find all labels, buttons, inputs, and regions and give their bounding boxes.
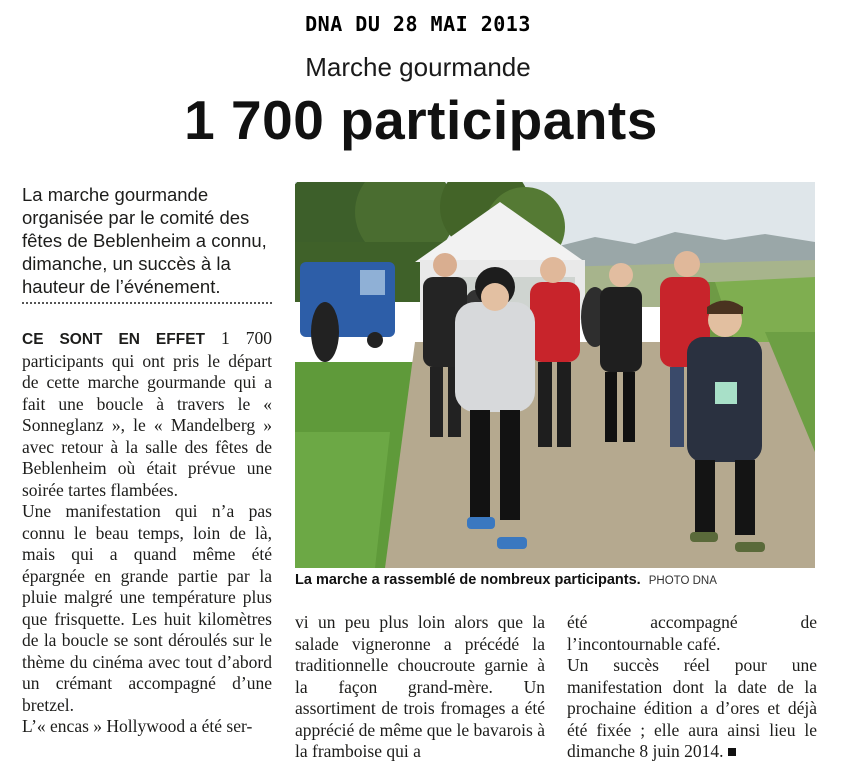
body-paragraph-2: Une manifestation qui n’a pas connu le beau temps, loin de là, mais qui a quand même été épargnée en grande partie par la pluie malgré une température plus que frisquette. Les huit kilomètres de la boucle se sont déroulés sur le thème du cinéma avec tout d’abord un crémant accompagné d’une bretzel. — [22, 501, 272, 715]
body-column-3 — [567, 612, 817, 763]
body-paragraph-3-start: L’« encas » Hollywood a été ser- — [22, 716, 253, 736]
source-date: DNA DU 28 MAI 2013 — [305, 12, 531, 36]
article-kicker: Marche gourmande — [305, 52, 531, 82]
body-column-2 — [295, 612, 545, 763]
photo-caption — [295, 572, 835, 588]
body-paragraph-3-end: été accompagné de l’incontournable café. — [567, 612, 817, 654]
article-photo — [295, 182, 815, 568]
body-paragraph-3-middle: vi un peu plus loin alors que la salade vigneronne a précédé la traditionnelle choucroute garnie à la façon grand-mère. Un assortiment de trois fromages a été apprécié de même que le bavarois à la framboise qui a — [295, 612, 545, 761]
lead-in-text: CE SONT EN EFFET — [22, 331, 205, 348]
body-column-1 — [22, 328, 272, 738]
photo-credit: PHOTO DNA — [648, 575, 717, 587]
lead-divider — [22, 302, 272, 304]
end-of-article-mark — [728, 748, 736, 756]
photo-illustration — [295, 182, 815, 568]
photo-caption-text: La marche a rassemblé de nombreux participants. — [295, 572, 641, 588]
article-lead: La marche gourmande organisée par le comité des fêtes de Beblenheim a connu, dimanche, un succès à la hauteur de l’événement. — [22, 184, 267, 297]
body-paragraph-1 — [22, 328, 272, 501]
body-paragraph-4-text: Un succès réel pour une manifestation dont la date de la prochaine édition a d’ores et déjà été fixée ; elle aura ainsi lieu le dimanche 8 juin 2014. — [567, 655, 817, 761]
body-paragraph-4 — [567, 655, 817, 763]
body-paragraph-1-text: 1 700 participants qui ont pris le départ de cette marche gourmande qui a fait une boucle à travers le « Sonneglanz », le « Mandelberg » avec retour à la salle des fêtes de Beblenheim où était prévue une soirée tartes flambées. — [22, 328, 272, 500]
article-headline: 1 700 participants — [184, 89, 658, 151]
